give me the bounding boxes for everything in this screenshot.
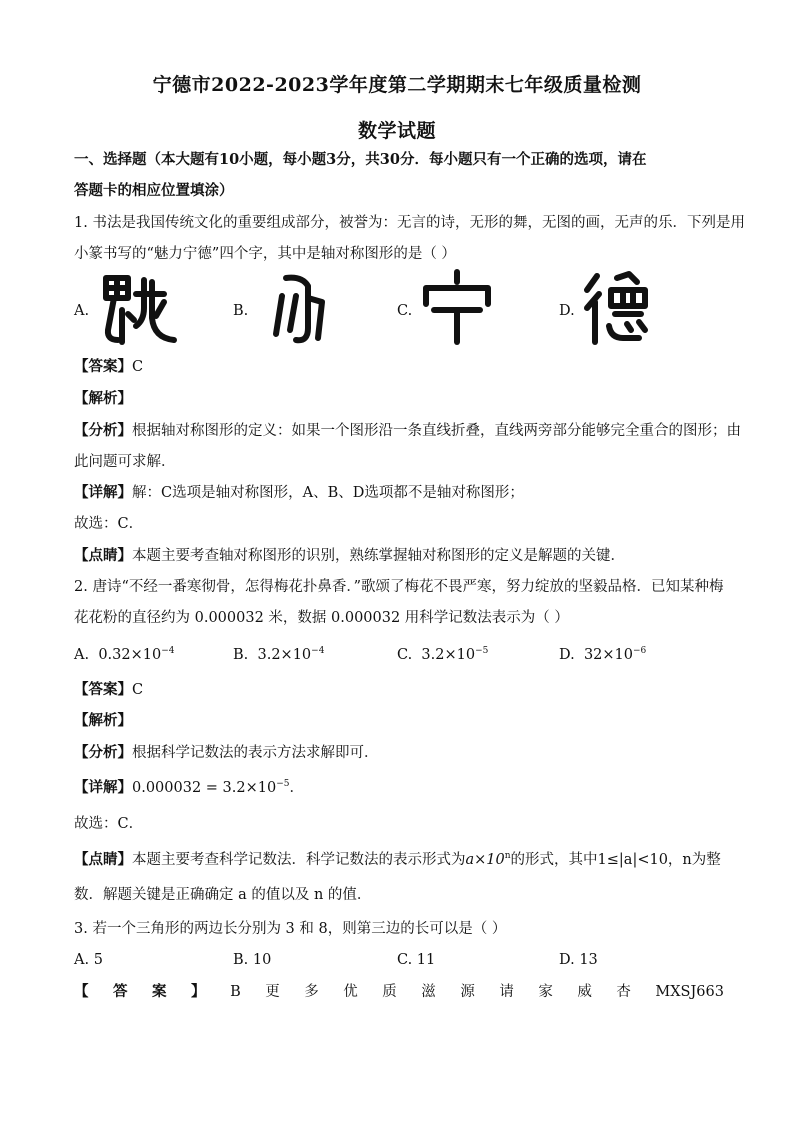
q1-option-d-letter: D. [559,303,575,319]
q2-option-a-letter: A. [74,647,90,663]
footer-token: MXSJ663 [655,984,724,1000]
footer-token: B [230,984,241,1000]
q2-option-c [397,645,488,665]
q2-answer-tag: 【答案】 [74,681,132,698]
q1-option-b-letter: B. [233,303,249,319]
q1-detail-tag: 【详解】 [74,484,132,501]
footer-token: 家 [538,984,553,1000]
q1-comment-text: 本题主要考查轴对称图形的识别，熟练掌握轴对称图形的定义是解题的关键． [132,548,625,564]
q1-fenxi-text: 根据轴对称图形的定义：如果一个图形沿一条直线折叠，直线两旁部分能够完全重合的图形；由 [132,423,741,439]
q1-comment [74,546,724,566]
footer-token: 【 [74,983,89,1000]
q2-option-a-exp: −4 [161,646,175,656]
q2-option-b-exp: −4 [311,646,325,656]
q2-detail-end: ． [289,780,304,796]
q2-stem-line2: 花花粉的直径约为 0.000032 米，数据 0.000032 用科学记数法表示为（ ） [74,610,569,626]
q3-option-b-value: 10 [252,952,272,968]
section-heading-line2: 答题卡的相应位置填涂） [74,182,234,199]
q2-option-a [74,645,174,665]
footer-token: 源 [460,984,475,1000]
q2-detail-base: 0.000032 = 3.2×10 [132,780,277,796]
q3-option-b-letter: B. [233,952,249,968]
q1-analysis-tag: 【解析】 [74,390,132,407]
q2-answer [74,680,724,700]
q2-option-b [233,645,324,665]
q1-stem-line1: 1. 书法是我国传统文化的重要组成部分，被誉为：无言的诗，无形的舞，无图的画，无声的乐．下列是用 [74,215,745,231]
q1-option-c-seal-character [412,268,502,352]
q2-analysis-tag: 【解析】 [74,712,132,729]
q1-option-a-letter: A. [74,303,90,319]
footer-token: 答 [113,983,128,1000]
q2-answer-value: C [132,682,144,698]
q1-fenxi-line2: 此问题可求解． [74,454,176,470]
q3-option-c-letter: C. [397,952,413,968]
q1-fenxi-line1 [74,421,741,441]
q3-option-d-letter: D. [559,952,575,968]
q2-comment-formula-base: a×10 [465,852,505,868]
exam-subtitle: 数学试题 [357,120,436,142]
q2-option-d-exp: −6 [633,646,647,656]
seal-glyph-ning-icon [412,268,502,352]
q2-option-c-letter: C. [397,647,413,663]
q2-option-d [559,645,646,665]
q1-option-b-seal-character [256,268,346,352]
q1-comment-tag: 【点睛】 [74,547,132,564]
footer-token: 多 [304,984,319,1000]
footer-token: 杏 [616,984,631,1000]
q2-comment-line2: 数．解题关键是正确确定 a 的值以及 n 的值． [74,887,372,903]
q2-option-c-exp: −5 [475,646,489,656]
q1-stem-line2: 小篆书写的“魅力宁德”四个字，其中是轴对称图形的是（ ） [74,246,456,262]
q2-comment-formula-exp: n [504,851,511,861]
q2-option-a-base: 0.32×10 [98,647,162,663]
q1-fenxi-tag: 【分析】 [74,422,132,439]
footer-token: 】 [191,983,206,1000]
q3-option-b [233,950,271,970]
q3-option-d [559,950,598,970]
q2-comment-text-a: 本题主要考查科学记数法．科学记数法的表示形式为 [132,852,466,868]
q1-detail [74,483,724,503]
q1-detail-text: 解：C选项是轴对称图形，A、B、D选项都不是轴对称图形； [132,485,524,501]
footer-token: 更 [265,984,280,1000]
q1-option-a-seal-character [92,268,182,352]
q2-comment-text-b: 的形式，其中1≤|a|<10，n为整 [510,852,721,868]
exam-title: 宁德市2022-2023学年度第二学期期末七年级质量检测 [152,74,642,96]
footer-token: 优 [343,984,358,1000]
q3-option-a-letter: A. [74,952,90,968]
q2-fenxi-text: 根据科学记数法的表示方法求解即可． [132,745,379,761]
footer-token: 质 [382,984,397,1000]
q1-conclusion: 故选：C． [74,516,144,532]
q3-option-c [397,950,435,970]
q3-answer-footer [74,982,724,1002]
q2-conclusion: 故选：C． [74,816,144,832]
section-heading-line1: 一、选择题（本大题有10小题，每小题3分，共30分．每小题只有一个正确的选项，请在 [74,151,647,168]
q2-fenxi-tag: 【分析】 [74,744,132,761]
q1-answer-value: C [132,359,144,375]
q3-option-a [74,950,103,970]
q2-option-d-base: 32×10 [583,647,633,663]
q2-stem-line1: 2. 唐诗“不经一番寒彻骨，怎得梅花扑鼻香．”歌颂了梅花不畏严寒，努力绽放的坚毅品格．已知某种梅 [74,579,724,595]
q2-detail [74,778,724,798]
footer-token: 滋 [421,984,436,1000]
q3-option-d-value: 13 [579,952,598,968]
footer-token: 案 [152,983,167,1000]
q1-answer [74,357,724,377]
q3-option-a-value: 5 [93,952,103,968]
q3-stem: 3. 若一个三角形的两边长分别为 3 和 8，则第三边的长可以是（ ） [74,921,507,937]
q2-option-b-base: 3.2×10 [257,647,312,663]
q2-fenxi [74,743,724,763]
q2-detail-exp: −5 [276,779,290,789]
q2-comment-line1 [74,850,724,870]
footer-token: 威 [577,984,592,1000]
q1-option-d-seal-character [575,268,665,352]
footer-token: 请 [499,984,514,1000]
q2-option-d-letter: D. [559,647,575,663]
seal-glyph-de-icon [575,268,665,352]
q1-answer-tag: 【答案】 [74,358,132,375]
q2-option-b-letter: B. [233,647,249,663]
q1-option-c-letter: C. [397,303,413,319]
seal-glyph-mei-icon [92,268,182,352]
q2-option-c-base: 3.2×10 [421,647,476,663]
q3-option-c-value: 11 [416,952,436,968]
q2-detail-tag: 【详解】 [74,779,132,796]
seal-glyph-li-icon [256,268,346,352]
q2-comment-tag: 【点睛】 [74,851,132,868]
